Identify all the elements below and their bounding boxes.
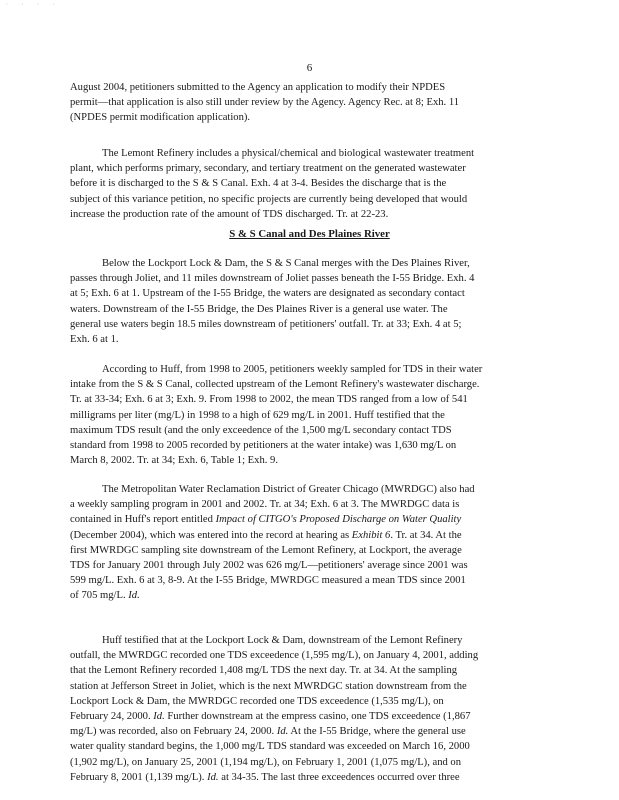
italic-text: Id. [128, 590, 140, 602]
text-line: (December 2004), which was entered into the record at hearing as Exhibit 6. Tr. at 34. At the [70, 529, 462, 541]
italic-text: Impact of CITGO's Proposed Discharge on Water Quality [215, 514, 462, 526]
paragraph-4 [70, 362, 545, 468]
text-line: contained in Huff's report entitled Impact of CITGO's Proposed Discharge on Water Quality [70, 514, 462, 526]
text-line: plant, which performs primary, secondary, and tertiary treatment on the generated wastewater [70, 163, 466, 175]
text-line: intake from the S & S Canal, collected upstream of the Lemont Refinery's wastewater discharge. [70, 379, 480, 391]
paragraph-3 [70, 256, 545, 347]
text-line: (1,902 mg/L), on January 25, 2001 (1,194 mg/L), on February 1, 2001 (1,075 mg/L), and on [70, 756, 462, 768]
paragraph-6 [70, 633, 545, 785]
text-line: March 8, 2002. Tr. at 34; Exh. 6, Table 1; Exh. 9. [70, 455, 278, 467]
text-line: increase the production rate of the amount of TDS discharged. Tr. at 22-23. [70, 208, 389, 220]
text-line: February 24, 2000. Id. Further downstream at the empress casino, one TDS exceedence (1,867 [70, 711, 471, 723]
text-line: 599 mg/L. Exh. 6 at 3, 8-9. At the I-55 Bridge, MWRDGC measured a mean TDS since 2001 [70, 575, 466, 587]
text-line: TDS for January 2001 through July 2002 was 626 mg/L—petitioners' average since 2001 was [70, 560, 468, 572]
scan-artifact: · · · · [6, 2, 61, 8]
text-line: a weekly sampling program in 2001 and 2002. Tr. at 34; Exh. 6 at 3. The MWRDGC data is [70, 499, 460, 511]
text-line: passes through Joliet, and 11 miles downstream of Joliet passes beneath the I-55 Bridge. Exh. 4 [70, 273, 475, 285]
text-line: outfall, the MWRDGC recorded one TDS exceedence (1,595 mg/L), on January 4, 2001, adding [70, 650, 479, 662]
text-line: before it is discharged to the S & S Canal. Exh. 4 at 3-4. Besides the discharge that is the [70, 178, 447, 190]
text-line: The Lemont Refinery includes a physical/chemical and biological wastewater treatment [102, 148, 475, 159]
text-line: of 705 mg/L. Id. [70, 590, 140, 602]
text-line: (NPDES permit modification application). [70, 112, 251, 124]
text-line: general use waters begin 18.5 miles downstream of petitioners' outfall. Tr. at 33; Exh. 4 at 5; [70, 318, 462, 330]
text-line: at 5; Exh. 6 at 1. Upstream of the I-55 Bridge, the waters are designated as secondary contact [70, 288, 465, 300]
italic-text: Id. [207, 771, 219, 783]
text-line: milligrams per liter (mg/L) in 1998 to a high of 629 mg/L in 2001. Huff testified that the [70, 409, 445, 421]
text-line: Exh. 6 at 1. [70, 334, 119, 346]
text-line: subject of this variance petition, no specific projects are currently being developed that would [70, 193, 468, 205]
text-line: water quality standard begins, the 1,000 mg/L TDS standard was exceeded on March 16, 2000 [70, 741, 470, 753]
text-line: station at Jefferson Street in Joliet, which is the next MWRDGC station downstream from the [70, 680, 467, 692]
italic-text: Id. [276, 726, 289, 738]
italic-text: Id. [153, 711, 165, 723]
text-line: Below the Lockport Lock & Dam, the S & S Canal merges with the Des Plaines River, [102, 258, 470, 269]
text-line: that the Lemont Refinery recorded 1,408 mg/L TDS the next day. Tr. at 34. At the sampling [70, 665, 458, 677]
page-number: 6 [306, 62, 313, 74]
text-line: According to Huff, from 1998 to 2005, petitioners weekly sampled for TDS in their water [102, 364, 483, 375]
text-line: mg/L) was recorded, also on February 24, 2000. Id. At the I-55 Bridge, where the general use [70, 726, 466, 738]
paragraph-1 [70, 80, 545, 126]
text-line: permit—that application is also still under review by the Agency. Agency Rec. at 8; Exh. 11 [70, 97, 460, 109]
section-heading [0, 228, 619, 240]
text-line: Lockport Lock & Dam, the MWRDGC recorded one TDS exceedence (1,535 mg/L), on [70, 695, 444, 707]
text-line: Tr. at 33-34; Exh. 6 at 3; Exh. 9. From 1998 to 2002, the mean TDS ranged from a low of 541 [70, 394, 468, 406]
text-line: The Metropolitan Water Reclamation District of Greater Chicago (MWRDGC) also had [102, 484, 475, 495]
text-line: first MWRDGC sampling site downstream of the Lemont Refinery, at Lockport, the average [70, 544, 462, 556]
text-line: February 8, 2001 (1,139 mg/L). Id. at 34-35. The last three exceedences occurred over three [70, 771, 460, 783]
text-line: August 2004, petitioners submitted to the Agency an application to modify their NPDES [70, 82, 446, 93]
text-line: maximum TDS result (and the only exceedence of the 1,500 mg/L secondary contact TDS [70, 424, 452, 436]
paragraph-5 [70, 482, 545, 604]
section-heading-text: S & S Canal and Des Plaines River [229, 228, 390, 240]
paragraph-2 [70, 146, 545, 222]
italic-text: Exhibit 6 [351, 529, 391, 541]
text-line: standard from 1998 to 2005 recorded by petitioners at the water intake) was 1,630 mg/L on [70, 440, 457, 452]
text-line: Huff testified that at the Lockport Lock & Dam, downstream of the Lemont Refinery [102, 635, 463, 646]
text-line: waters. Downstream of the I-55 Bridge, the Des Plaines River is a general use water. The [70, 303, 448, 315]
